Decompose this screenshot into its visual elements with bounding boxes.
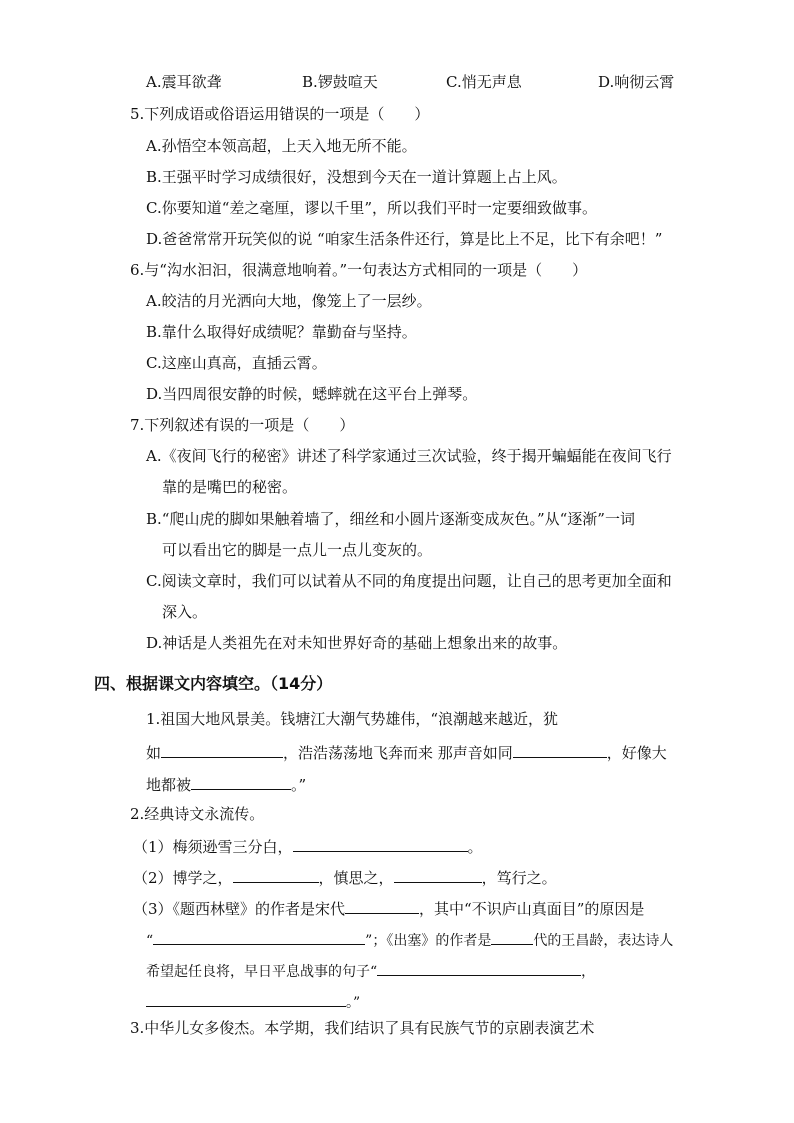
q7-stem <box>130 415 354 435</box>
q7-stem-text: 7.下列叙述有误的一项是（ <box>130 416 310 434</box>
q4-option-d: D.响彻云霄 <box>598 73 675 91</box>
q6-option-b: B.靠什么取得好成绩呢？靠勤奋与坚持。 <box>146 323 417 341</box>
fill-blank[interactable] <box>394 867 482 883</box>
s4-q1-line1: 1.祖国大地风景美。钱塘江大潮气势雄伟，“浪潮越来越近，犹 <box>146 710 558 728</box>
fill-blank[interactable] <box>191 774 291 790</box>
s4-q2-text: ， <box>581 964 596 980</box>
s4-q2-3-line2 <box>146 929 673 951</box>
q5-option-b: B.王强平时学习成绩很好，没想到今天在一道计算题上占上风。 <box>146 168 567 186</box>
q6-option-d: D.当四周很安静的时候，蟋蟀就在这平台上弹琴。 <box>146 385 478 403</box>
q6-stem <box>130 260 587 280</box>
fill-blank[interactable] <box>233 867 319 883</box>
q7-option-a-line2: 靠的是嘴巴的秘密。 <box>162 478 298 496</box>
q5-option-c: C.你要知道“差之毫厘，谬以千里”，所以我们平时一定要细致做事。 <box>146 199 598 217</box>
s4-q2-3-line3 <box>146 960 595 982</box>
q7-stem-end: ） <box>339 416 355 434</box>
q5-stem-end: ） <box>414 105 430 123</box>
s4-q2-text: （3）《题西林壁》的作者是宋代 <box>133 900 346 918</box>
s4-q2-text: ”；《出塞》的作者是 <box>365 933 492 949</box>
s4-q2-title: 2.经典诗文永流传。 <box>130 805 265 823</box>
q7-option-c-line2: 深入。 <box>162 603 208 621</box>
s4-q2-2 <box>133 867 557 888</box>
s4-q2-text: ，笃行之。 <box>481 869 557 887</box>
fill-blank[interactable] <box>491 929 533 945</box>
s4-q2-text: 。 <box>467 838 483 856</box>
s4-q2-text: “ <box>146 933 154 949</box>
fill-blank[interactable] <box>146 991 346 1007</box>
s4-q2-text: ，其中“不识庐山真面目”的原因是 <box>419 900 645 918</box>
q6-option-c: C.这座山真高，直插云霄。 <box>146 354 327 372</box>
q5-stem <box>130 104 429 124</box>
section-heading: 四、根据课文内容填空。（14分） <box>94 674 333 693</box>
q4-option-b: B.锣鼓喧天 <box>302 73 378 91</box>
q7-option-c-line1: C.阅读文章时，我们可以试着从不同的角度提出问题，让自己的思考更加全面和 <box>146 572 672 590</box>
q6-stem-end: ） <box>572 261 588 279</box>
q4-option-c: C.悄无声息 <box>446 73 522 91</box>
q5-stem-text: 5.下列成语或俗语运用错误的一项是（ <box>130 105 385 123</box>
q4-option-a: A.震耳欲聋 <box>146 73 222 91</box>
s4-q1-line2 <box>146 742 667 763</box>
s4-q2-text: （2）博学之， <box>133 869 233 887</box>
s4-q2-text: 。” <box>346 995 361 1011</box>
q7-option-b-line1: B.“爬山虎的脚如果触着墙了，细丝和小圆片逐渐变成灰色。”从“逐渐”一词 <box>146 510 635 528</box>
s4-q1-text: 如 <box>146 744 162 762</box>
s4-q2-text: ，慎思之， <box>318 869 394 887</box>
s4-q2-text: 希望起任良将，早日平息战事的句子“ <box>146 964 378 980</box>
fill-blank[interactable] <box>161 742 283 758</box>
fill-blank[interactable] <box>345 898 419 914</box>
q6-stem-text: 6.与“沟水汩汩，很满意地响着。”一句表达方式相同的一项是（ <box>130 261 543 279</box>
s4-q1-text: ，浩浩荡荡地飞奔而来 那声音如同 <box>283 744 513 762</box>
s4-q2-1 <box>133 836 483 857</box>
fill-blank[interactable] <box>377 960 581 976</box>
q5-option-a: A.孙悟空本领高超，上天入地无所不能。 <box>146 137 417 155</box>
s4-q2-3-line1 <box>133 898 644 919</box>
q7-option-d: D.神话是人类祖先在对未知世界好奇的基础上想象出来的故事。 <box>146 634 568 652</box>
fill-blank[interactable] <box>153 929 365 945</box>
q7-option-a-line1: A.《夜间飞行的秘密》讲述了科学家通过三次试验，终于揭开蝙蝠能在夜间飞行 <box>146 447 672 465</box>
q5-option-d: D.爸爸常常开玩笑似的说 “咱家生活条件还行，算是比上不足，比下有余吧！” <box>146 230 663 248</box>
s4-q1-text: 。” <box>291 776 307 794</box>
s4-q3: 3.中华儿女多俊杰。本学期，我们结识了具有民族气节的京剧表演艺术 <box>130 1019 595 1037</box>
s4-q1-text: 地都被 <box>146 776 192 794</box>
q6-option-a: A.皎洁的月光洒向大地，像笼上了一层纱。 <box>146 292 432 310</box>
fill-blank[interactable] <box>293 836 468 852</box>
s4-q1-text: ，好像大 <box>606 744 667 762</box>
fill-blank[interactable] <box>513 742 607 758</box>
s4-q2-text: （1）梅须逊雪三分白， <box>133 838 293 856</box>
s4-q2-text: 代的王昌龄，表达诗人 <box>533 933 674 949</box>
q7-option-b-line2: 可以看出它的脚是一点儿一点儿变灰的。 <box>162 541 433 559</box>
s4-q2-3-line4 <box>146 991 360 1013</box>
s4-q1-line3 <box>146 774 306 795</box>
